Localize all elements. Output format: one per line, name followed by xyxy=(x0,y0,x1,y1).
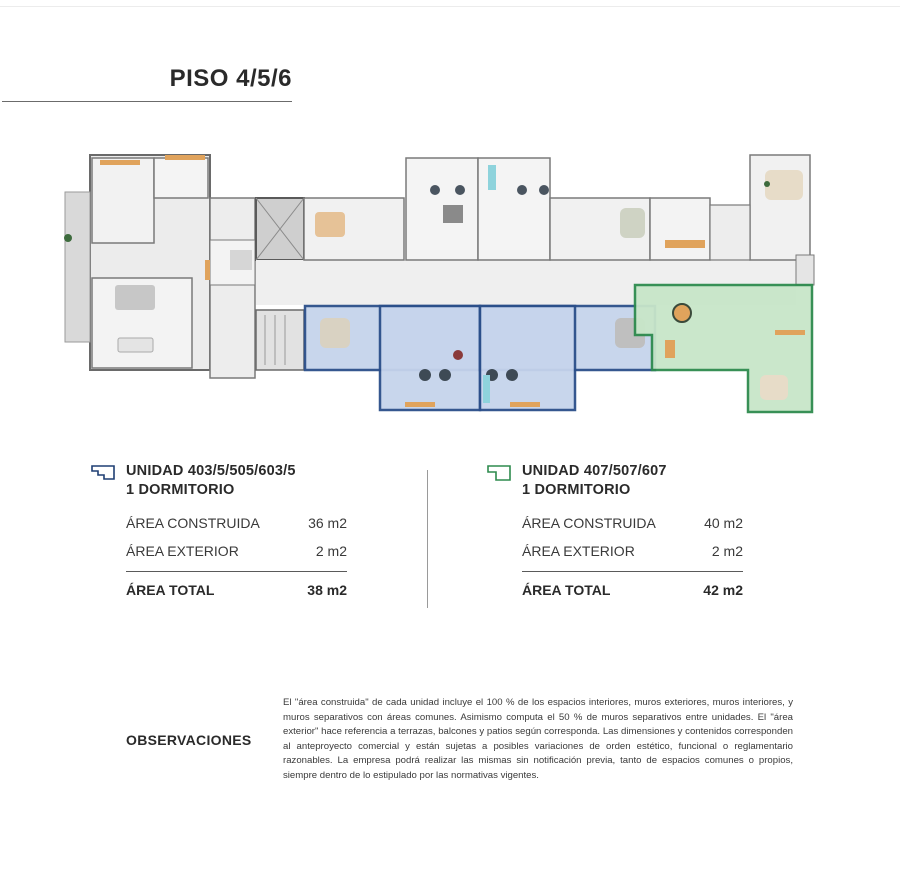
plan-furniture xyxy=(488,165,496,190)
top-rule xyxy=(0,6,900,7)
divider-line xyxy=(522,571,743,572)
unit-name: UNIDAD 403/5/505/603/5 xyxy=(126,463,296,479)
plan-room xyxy=(650,198,710,260)
plan-furniture xyxy=(118,338,153,352)
floor-plan xyxy=(60,150,820,420)
plan-furniture xyxy=(765,170,803,200)
plan-room xyxy=(92,158,154,243)
plan-furniture xyxy=(165,155,205,160)
plan-tree-icon xyxy=(64,234,72,242)
area-value: 2 m2 xyxy=(315,543,347,559)
plan-room xyxy=(796,255,814,285)
area-value: 2 m2 xyxy=(711,543,743,559)
area-row-exterior xyxy=(126,537,347,565)
area-label: ÁREA CONSTRUIDA xyxy=(126,515,260,531)
area-row-total xyxy=(126,576,347,604)
plan-left-balcony xyxy=(65,192,90,342)
area-row-exterior xyxy=(522,537,743,565)
observations-text: El "área construida" de cada unidad incluye el 100 % de los espacios interiores, muros exteriores, muros interiores, y muros separativos con áreas comunes. Asimismo computa el 50 % de muros separativos entre unidades. El "área exterior" hace referencia a terrazas, balcones y patios según corresponda. Las dimensiones y contenidos corresponden al anteproyecto comercial y están sujetas a posibles variaciones de orden estético, funcional o reglamentario razonables. La empresa podrá realizar las mismas sin notificación previa, tanto de espacios comunes o propios, siempre dentro de lo estipulado por las normativas vigentes. xyxy=(283,697,793,781)
area-row-construida xyxy=(522,509,743,537)
plan-furniture xyxy=(320,318,350,348)
plan-furniture xyxy=(230,250,252,270)
plan-furniture xyxy=(100,160,140,165)
area-value: 36 m2 xyxy=(308,515,347,531)
unit-outline-icon xyxy=(90,464,116,482)
unit-header xyxy=(486,462,716,500)
column-divider xyxy=(427,470,428,608)
unit-header xyxy=(90,462,320,500)
blue-unit-highlight xyxy=(305,306,655,410)
divider-line xyxy=(126,571,347,572)
area-total-label: ÁREA TOTAL xyxy=(126,582,215,598)
area-total-value: 38 m2 xyxy=(307,582,347,598)
plan-furniture xyxy=(620,208,645,238)
unit-outline-icon xyxy=(486,464,512,482)
area-label: ÁREA CONSTRUIDA xyxy=(522,515,656,531)
area-label: ÁREA EXTERIOR xyxy=(522,543,635,559)
title-block xyxy=(0,62,292,96)
title-underline xyxy=(2,101,292,102)
observations-title: OBSERVACIONES xyxy=(126,732,252,748)
plan-stairs xyxy=(256,310,304,370)
page-title: PISO 4/5/6 xyxy=(169,65,292,92)
area-value: 40 m2 xyxy=(704,515,743,531)
area-table xyxy=(522,509,743,604)
plan-furniture xyxy=(205,260,210,280)
plan-furniture xyxy=(115,285,155,310)
plan-room xyxy=(210,198,255,378)
area-total-label: ÁREA TOTAL xyxy=(522,582,611,598)
unit-type: 1 DORMITORIO xyxy=(126,482,235,498)
area-row-construida xyxy=(126,509,347,537)
area-row-total xyxy=(522,576,743,604)
plan-room xyxy=(710,205,750,260)
area-label: ÁREA EXTERIOR xyxy=(126,543,239,559)
area-total-value: 42 m2 xyxy=(703,582,743,598)
unit-card-403 xyxy=(90,462,347,604)
plan-room xyxy=(154,158,208,198)
unit-card-407 xyxy=(486,462,743,604)
plan-furniture xyxy=(443,205,463,223)
unit-name: UNIDAD 407/507/607 xyxy=(522,463,667,479)
green-unit-highlight xyxy=(635,285,812,412)
unit-type: 1 DORMITORIO xyxy=(522,482,631,498)
area-table xyxy=(126,509,347,604)
plan-tree-icon xyxy=(764,181,770,187)
plan-room xyxy=(406,158,478,260)
plan-furniture xyxy=(315,212,345,237)
plan-furniture xyxy=(665,240,705,248)
